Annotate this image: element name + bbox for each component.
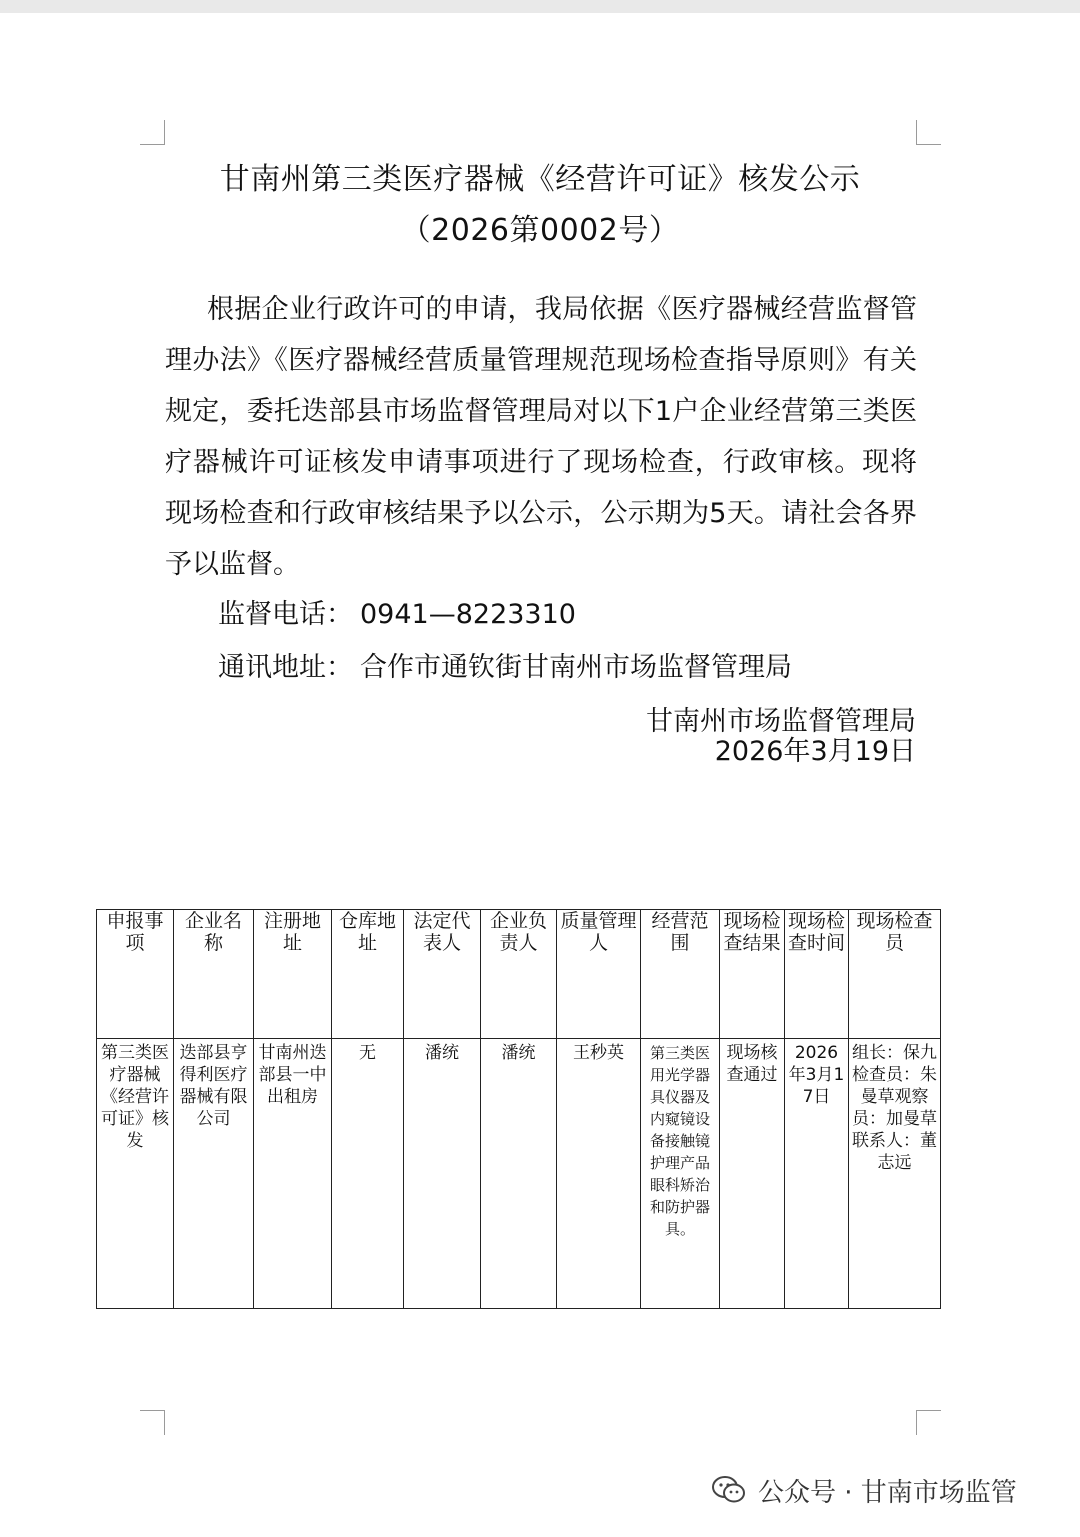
page-corner-mark-bottom-left — [140, 1410, 165, 1435]
table-header-cell: 经营范围 — [641, 910, 720, 1039]
table-header-cell: 申报事项 — [97, 910, 174, 1039]
license-table — [96, 909, 941, 1309]
body-paragraph: 根据企业行政许可的申请，我局依据《医疗器械经营监督管理办法》《医疗器械经营质量管理规范现场检查指导原则》有关规定，委托迭部县市场监督管理局对以下1户企业经营第三类医疗器械许可证核发申请事项进行了现场检查，行政审核。现将现场检查和行政审核结果予以公示，公示期为5天。请社会各界予以监督。 — [165, 294, 917, 580]
table-header-cell: 现场检查员 — [849, 910, 941, 1039]
address-label: 通讯地址： — [218, 652, 353, 683]
table-cell-result: 现场核查通过 — [720, 1039, 785, 1309]
page-corner-mark-bottom-right — [916, 1410, 941, 1435]
table-header-cell: 注册地址 — [254, 910, 332, 1039]
table-cell-scope: 第三类医用光学器具仪器及内窥镜设备接触镜护理产品眼科矫治和防护器具。 — [641, 1039, 720, 1309]
signature-date: 2026年3月19日 — [714, 736, 916, 767]
address-value: 合作市通钦街甘南州市场监督管理局 — [360, 652, 792, 683]
table-header-cell: 企业名称 — [174, 910, 254, 1039]
page-corner-mark-top-left — [140, 120, 165, 145]
phone-value: 0941—8223310 — [360, 599, 576, 630]
wechat-account-footer — [712, 1470, 1017, 1510]
table-header-cell: 企业负责人 — [481, 910, 557, 1039]
table-cell-legal-rep: 潘统 — [404, 1039, 481, 1309]
table-row — [97, 1039, 941, 1309]
table-cell-inspectors: 组长：保九检查员：朱曼草观察员：加曼草联系人：董志远 — [849, 1039, 941, 1309]
signature-org: 甘南州市场监督管理局 — [646, 706, 916, 737]
table-header-cell: 现场检查时间 — [785, 910, 849, 1039]
document-title: 甘南州第三类医疗器械《经营许可证》核发公示 — [219, 162, 861, 197]
table-cell-date: 2026年3月17日 — [785, 1039, 849, 1309]
table-cell-company: 迭部县亨得利医疗器械有限公司 — [174, 1039, 254, 1309]
table-header-cell: 质量管理人 — [557, 910, 641, 1039]
wechat-icon — [712, 1475, 746, 1505]
footer-text: 公众号 · 甘南市场监管 — [758, 1477, 1017, 1508]
viewer-top-bar — [0, 0, 1080, 13]
table-cell-quality-manager: 王秒英 — [557, 1039, 641, 1309]
table-header-cell: 仓库地址 — [332, 910, 404, 1039]
table-header-row — [97, 910, 941, 1039]
document-number: （2026第0002号） — [400, 213, 680, 248]
phone-label: 监督电话： — [218, 599, 353, 630]
table-cell-application: 第三类医疗器械《经营许可证》核发 — [97, 1039, 174, 1309]
page-corner-mark-top-right — [916, 120, 941, 145]
phone-line — [218, 592, 576, 631]
table-cell-registered-address: 甘南州迭部县一中出租房 — [254, 1039, 332, 1309]
table-header-cell: 法定代表人 — [404, 910, 481, 1039]
table-header-cell: 现场检查结果 — [720, 910, 785, 1039]
address-line — [218, 645, 792, 684]
table-cell-warehouse: 无 — [332, 1039, 404, 1309]
table-cell-manager: 潘统 — [481, 1039, 557, 1309]
